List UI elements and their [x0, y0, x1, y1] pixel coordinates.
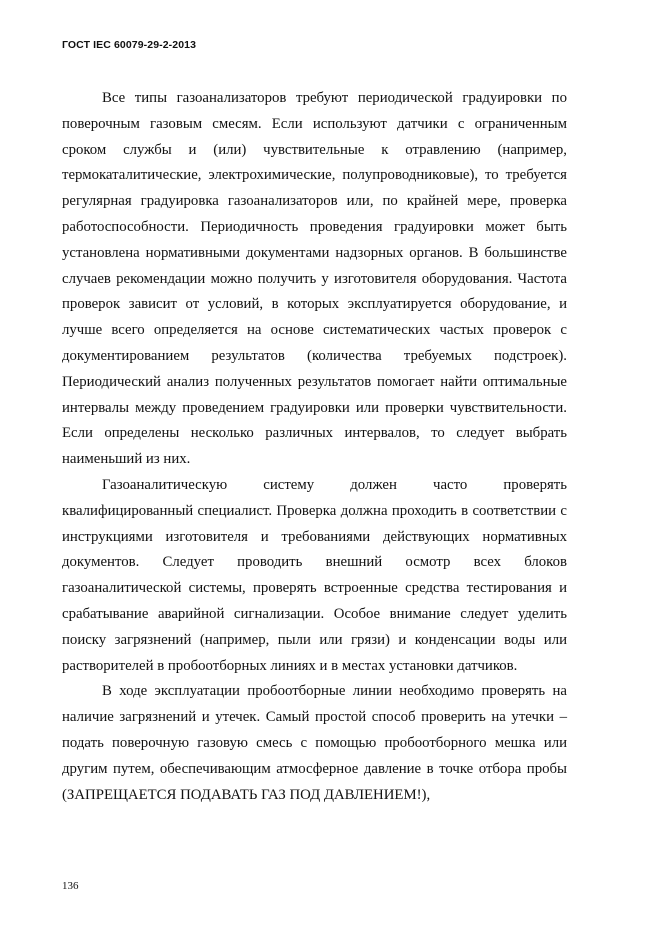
standard-header: ГОСТ IEC 60079-29-2-2013: [62, 39, 197, 51]
paragraph-calibration: Все типы газоанализаторов требуют периодической градуировки по поверочным газовым смесям. Если используют датчики с ограниченным сроком службы и (или) чувствительные к отравлению (например, термокаталитические, электрохимические, полупроводниковые), то требуется регулярная градуировка газоанализаторов или, по крайней мере, проверка работоспособности. Периодичность проведения градуировки может быть установлена нормативными документами надзорных органов. В большинстве случаев рекомендации можно получить у изготовителя оборудования. Частота проверок зависит от условий, в которых эксплуатируется оборудование, и лучше всего определяется на основе систематических частых проверок с документированием результатов (количества требуемых подстроек). Периодический анализ полученных результатов помогает найти оптимальные интервалы между проведением градуировки или проверки чувствительности. Если определены несколько различных интервалов, то следует выбрать наименьший из них.: [62, 90, 567, 468]
paragraph-leak-check: В ходе эксплуатации пробоотборные линии необходимо проверять на наличие загрязнений и утечек. Самый простой способ проверить на утечки – подать поверочную газовую смесь с помощью пробоотборного мешка или другим путем, обеспечивающим атмосферное давление в точке отбора пробы (ЗАПРЕЩАЕТСЯ ПОДАВАТЬ ГАЗ ПОД ДАВЛЕНИЕМ!),: [62, 683, 567, 803]
paragraph-inspection: Газоаналитическую систему должен часто проверять квалифицированный специалист. Проверка должна проходить в соответствии с инструкциями изготовителя и требованиями действующих нормативных документов. Следует проводить внешний осмотр всех блоков газоаналитической системы, проверять встроенные средства тестирования и срабатывание аварийной сигнализации. Особое внимание следует уделить поиску загрязнений (например, пыли или грязи) и конденсации воды или растворителей в пробоотборных линиях и в местах установки датчиков.: [62, 476, 567, 674]
page-number: 136: [62, 880, 79, 892]
body-text: [62, 86, 567, 808]
